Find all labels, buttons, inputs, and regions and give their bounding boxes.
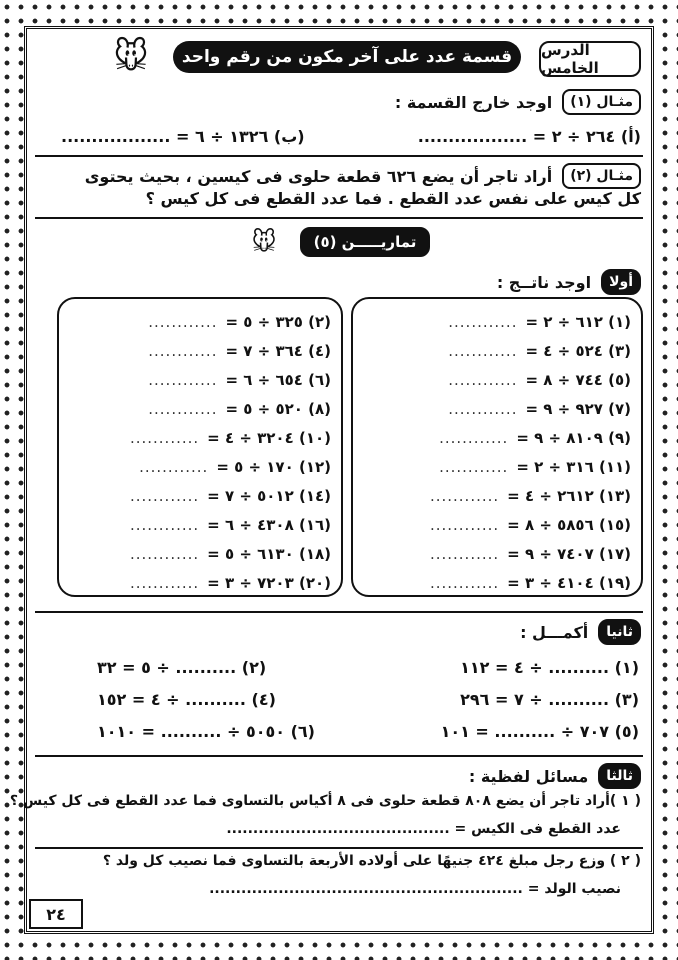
exercise-item: (١١) ٣١٦ ÷ ٢ = ............ bbox=[439, 458, 631, 476]
exercise-item: (٨) ٥٢٠ ÷ ٥ = ............ bbox=[148, 400, 331, 418]
lesson-title: قسمة عدد على آخر مكون من رقم واحد bbox=[173, 41, 521, 73]
exercise-item: (١٢) ١٧٠ ÷ ٥ = ............ bbox=[139, 458, 331, 476]
divider bbox=[35, 847, 643, 849]
example2-line1: أراد تاجر أن يضع ٦٢٦ قطعة حلوى فى كيسين ، بحيث يحتوى bbox=[84, 166, 553, 186]
example2-line2: كل كيس على نفس عدد القطع . فما عدد القطع فى كل كيس ؟ bbox=[145, 189, 641, 208]
divider bbox=[35, 611, 643, 613]
exercise-item: (٤) ٣٦٤ ÷ ٧ = ............ bbox=[148, 342, 331, 360]
example1-tag: مثـال (١) bbox=[562, 89, 641, 115]
exercise-item: (١) ٦١٢ ÷ ٢ = ............ bbox=[448, 313, 631, 331]
exercise-item: (٥) ٧٤٤ ÷ ٨ = ............ bbox=[448, 371, 631, 389]
exercise-item: (٢٠) ٧٢٠٣ ÷ ٣ = ............ bbox=[129, 574, 331, 592]
exercise-panel-right bbox=[351, 297, 643, 597]
exercise-item: (١٤) ٥٠١٢ ÷ ٧ = ............ bbox=[129, 487, 331, 505]
exercise-item: (١٣) ٢٦١٢ ÷ ٤ = ............ bbox=[429, 487, 631, 505]
cartoon-icon: 🐭 bbox=[113, 37, 149, 77]
complete-item: (٤) .......... ÷ ٤ = ١٥٢ bbox=[97, 689, 276, 709]
part1-tag: أولا bbox=[601, 269, 641, 295]
exercise-item: (١٨) ٦١٣٠ ÷ ٥ = ............ bbox=[129, 545, 331, 563]
example2-tag: مثـال (٢) bbox=[562, 163, 641, 189]
cartoon-icon: 🐭 bbox=[251, 228, 277, 256]
complete-item: (١) .......... ÷ ٤ = ١١٢ bbox=[460, 657, 639, 677]
exercise-item: (١٧) ٧٤٠٧ ÷ ٩ = ............ bbox=[429, 545, 631, 563]
exercise-item: (٢) ٣٢٥ ÷ ٥ = ............ bbox=[148, 313, 331, 331]
exercise-item: (٧) ٩٢٧ ÷ ٩ = ............ bbox=[448, 400, 631, 418]
complete-item: (٢) .......... ÷ ٥ = ٣٢ bbox=[97, 657, 267, 677]
part2-instruction: أكمـــل : bbox=[520, 622, 589, 642]
word-problem-2-answer: نصيب الولد = ........................................................... bbox=[209, 881, 621, 897]
page-frame bbox=[9, 26, 654, 934]
word-problem-1: ( ١ )أراد تاجر أن يضع ٨٠٨ قطعة حلوى فى ٨ أكياس بالتساوى فما عدد القطع فى كل كيس ؟ bbox=[9, 793, 641, 809]
lesson-label: الدرس الخامس bbox=[539, 41, 641, 77]
word-problem-2: ( ٢ ) وزع رجل مبلغ ٤٢٤ جنيهًا على أولاده الأربعة بالتساوى فما نصيب كل ولد ؟ bbox=[102, 853, 641, 869]
exercise-item: (٩) ٨١٠٩ ÷ ٩ = ............ bbox=[439, 429, 631, 447]
exercise-item: (١٦) ٤٣٠٨ ÷ ٦ = ............ bbox=[129, 516, 331, 534]
part1-instruction: اوجد ناتــج : bbox=[496, 272, 592, 292]
exercise-item: (٣) ٥٢٤ ÷ ٤ = ............ bbox=[448, 342, 631, 360]
example1-part-a: (أ) ٢٦٤ ÷ ٢ = .................. bbox=[417, 127, 641, 146]
exercise-item: (٦) ٦٥٤ ÷ ٦ = ............ bbox=[148, 371, 331, 389]
complete-item: (٦) ٥٠٥٠ ÷ .......... = ١٠١٠ bbox=[97, 721, 315, 741]
part2-tag: ثانيا bbox=[598, 619, 641, 645]
example1-instruction: اوجد خارج القسمة : bbox=[394, 92, 553, 112]
complete-item: (٥) ٧٠٧ ÷ .......... = ١٠١ bbox=[440, 721, 639, 741]
divider bbox=[35, 155, 643, 157]
divider bbox=[35, 755, 643, 757]
exercise-item: (١٩) ٤١٠٤ ÷ ٣ = ............ bbox=[429, 574, 631, 592]
exercise-item: (١٠) ٣٢٠٤ ÷ ٤ = ............ bbox=[129, 429, 331, 447]
page-number: ٢٤ bbox=[29, 899, 83, 929]
word-problem-1-answer: عدد القطع فى الكيس = .......................................... bbox=[226, 821, 621, 837]
complete-item: (٣) .......... ÷ ٧ = ٢٩٦ bbox=[460, 689, 639, 709]
part3-tag: ثالثا bbox=[598, 763, 641, 789]
divider bbox=[35, 217, 643, 219]
exercises-title: تماريـــــن (٥) bbox=[300, 227, 431, 257]
exercise-item: (١٥) ٥٨٥٦ ÷ ٨ = ............ bbox=[429, 516, 631, 534]
example1-part-b: (ب) ١٣٢٦ ÷ ٦ = .................. bbox=[61, 127, 305, 146]
part3-instruction: مسائل لفظية : bbox=[468, 766, 589, 786]
exercise-panel-left bbox=[57, 297, 343, 597]
